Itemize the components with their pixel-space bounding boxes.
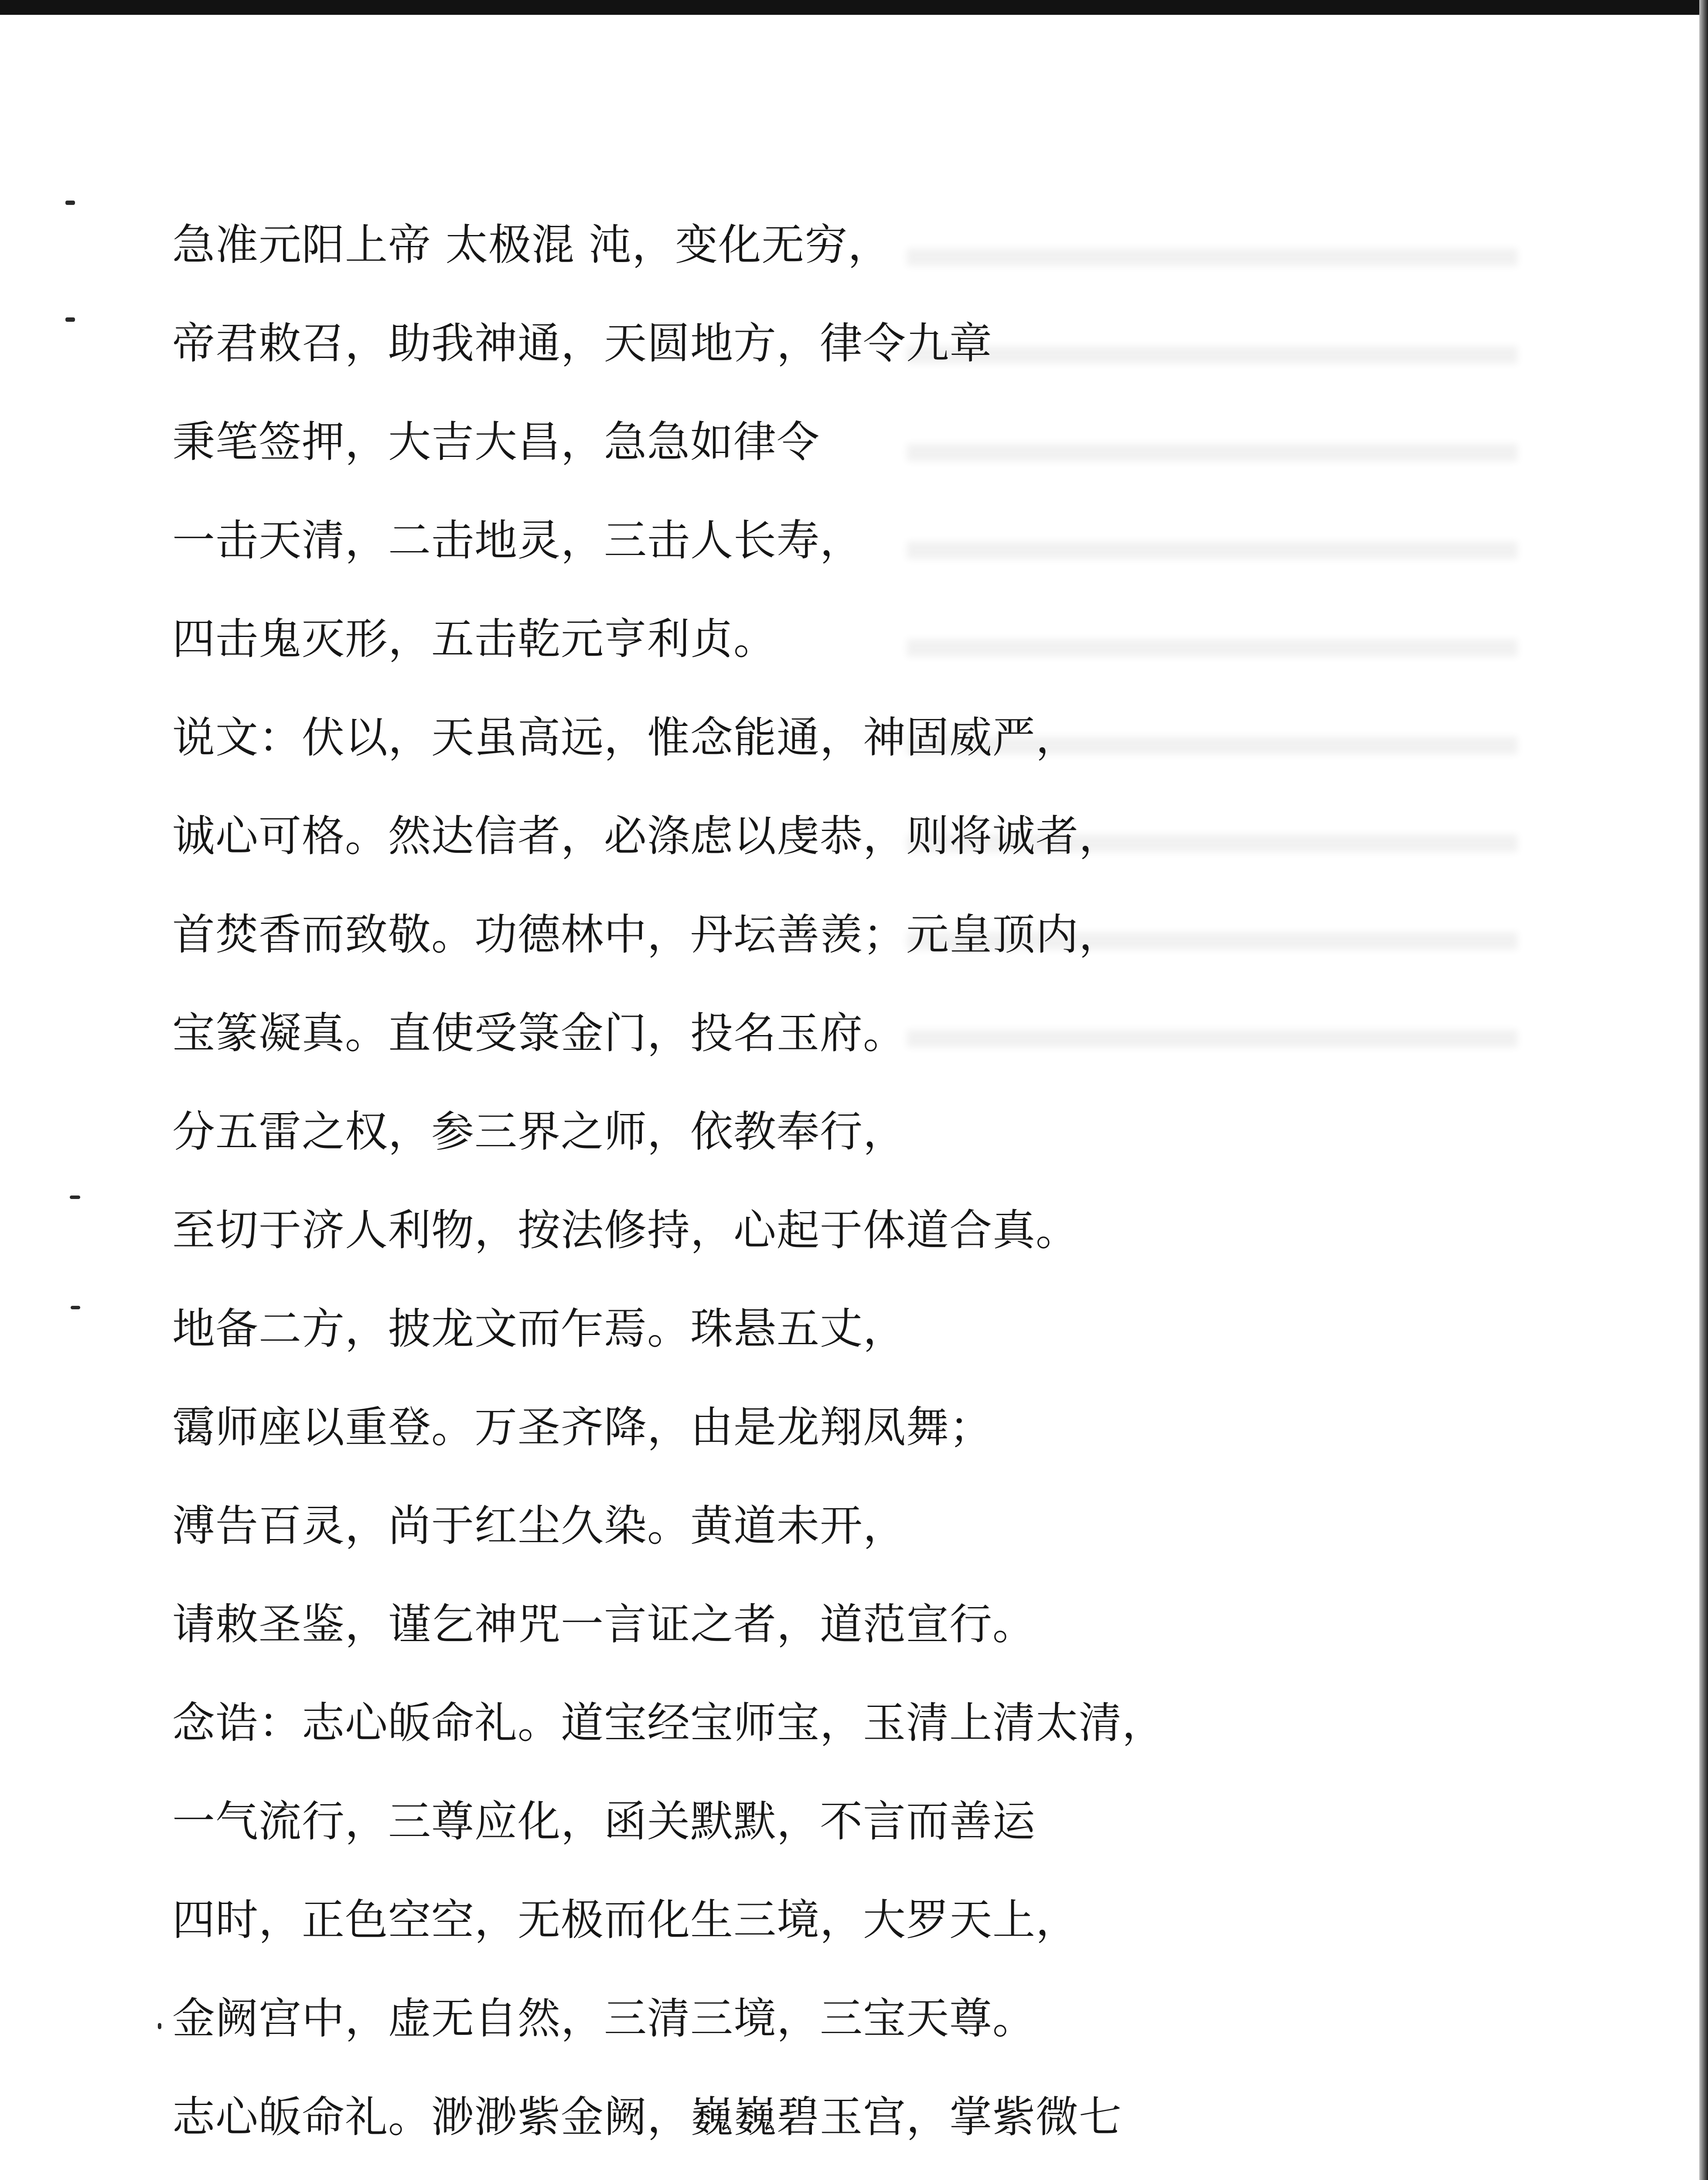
- margin-mark: [71, 1306, 80, 1309]
- text-line: 诚心可格。然达信者，必涤虑以虔恭，则将诚者，: [172, 811, 1122, 861]
- text-line: 帝君敕召，助我神通，天圆地方，律令九章: [172, 319, 993, 368]
- scan-edge-right: [1699, 0, 1708, 2180]
- text-line: 急准元阳上帝 太极混 沌，变化无穷，: [172, 220, 891, 270]
- text-line: 首焚香而致敬。功德林中，丹坛善羡；元皇顶内，: [172, 910, 1122, 960]
- text-line: 念诰：志心皈命礼。道宝经宝师宝，玉清上清太清，: [172, 1698, 1166, 1748]
- text-line: 地备二方，披龙文而乍焉。珠悬五丈，: [172, 1304, 907, 1354]
- text-line: 金阙宫中，虚无自然，三清三境，三宝天尊。: [172, 1994, 1036, 2044]
- text-line: 一击天清，二击地灵，三击人长寿，: [172, 516, 863, 565]
- text-line: 一气流行，三尊应化，函关默默，不言而善运: [172, 1797, 1036, 1846]
- text-line: 志心皈命礼。渺渺紫金阙，巍巍碧玉宫，掌紫微七: [172, 2092, 1122, 2142]
- margin-mark: [65, 201, 75, 205]
- text-line: 溥告百灵，尚于红尘久染。黄道未开，: [172, 1501, 907, 1551]
- margin-mark: [65, 317, 75, 322]
- text-line: 至切于济人利物，按法修持，心起于体道合真。: [172, 1206, 1079, 1255]
- text-line: 分五雷之权，参三界之师，依教奉行，: [172, 1107, 907, 1157]
- text-line: 四时，正色空空，无极而化生三境，大罗天上，: [172, 1895, 1079, 1945]
- margin-mark: [70, 1196, 80, 1199]
- text-line: 四击鬼灭形，五击乾元亨利贞。: [172, 614, 777, 664]
- text-line: 宝篆凝真。直使受箓金门，投名玉府。: [172, 1008, 907, 1058]
- scan-edge-top: [0, 0, 1708, 15]
- text-line: 说文：伏以，天虽高远，惟念能通，神固威严，: [172, 713, 1079, 763]
- text-line: 霭师座以重登。万圣齐降，由是龙翔凤舞；: [172, 1403, 993, 1452]
- text-line: 请敕圣鉴，谨乞神咒一言证之者，道范宣行。: [172, 1600, 1036, 1649]
- text-line: 秉笔签押，大吉大昌，急急如律令: [172, 417, 820, 467]
- margin-mark: [158, 2023, 161, 2029]
